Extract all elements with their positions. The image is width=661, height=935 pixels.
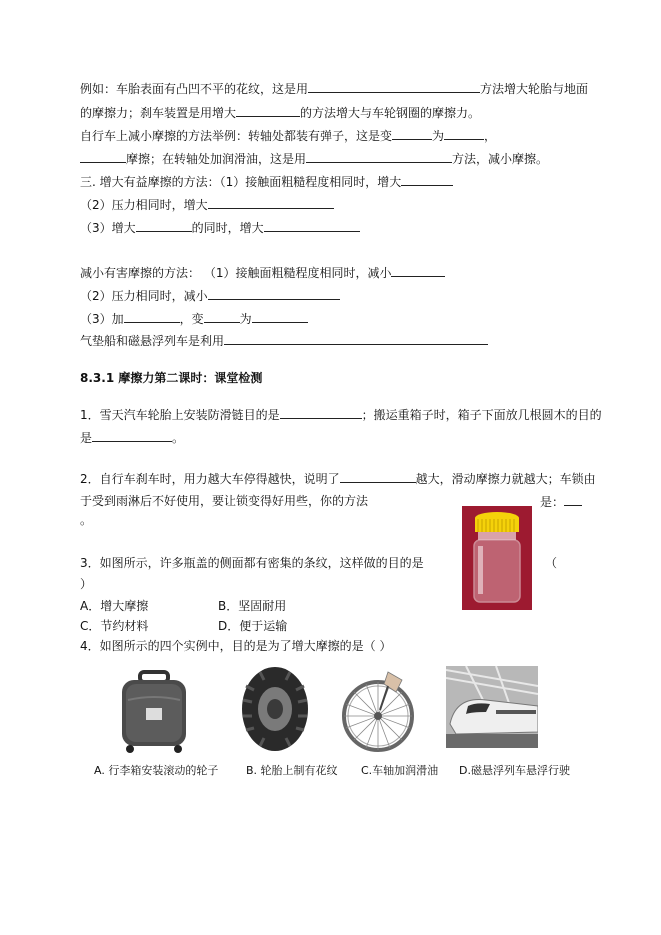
text-seg: （2）压力相同时，减小	[80, 289, 208, 303]
blank[interactable]	[252, 310, 308, 323]
increase-line-2	[80, 196, 334, 213]
text-seg: 1．雪天汽车轮胎上安装防滑链目的是	[80, 408, 280, 422]
reduce-line-3	[80, 310, 308, 327]
q4-caption-b[interactable]: B. 轮胎上制有花纹	[246, 764, 338, 777]
jar-image	[462, 506, 532, 610]
blank[interactable]	[124, 310, 180, 323]
q4-caption-c[interactable]: C.车轴加润滑油	[361, 764, 439, 777]
text-seg: 方法，减小摩擦。	[452, 152, 549, 166]
blank[interactable]	[224, 332, 488, 345]
text-seg: ，变	[179, 312, 204, 326]
text-seg: 减小有害摩擦的方法： （1）接触面粗糙程度相同时，减小	[80, 266, 392, 280]
blank[interactable]	[264, 219, 360, 232]
text-seg: 方法增大轮胎与地面	[480, 82, 589, 96]
q3-option-a[interactable]: A．增大摩擦	[80, 599, 149, 613]
text-seg: 越大，滑动摩擦力就越大；车锁由	[415, 472, 596, 486]
blank[interactable]	[564, 493, 582, 506]
text-seg: （3）增大	[80, 221, 136, 235]
blank[interactable]	[208, 287, 340, 300]
section-title: 8.3.1 摩擦力第二课时：课堂检测	[80, 371, 263, 385]
reduce-line-2	[80, 287, 340, 304]
text-seg: 的方法增大与车轮钢圈的摩擦力。	[300, 106, 481, 120]
text-seg: 。	[172, 431, 185, 445]
text-seg: 自行车上减小摩擦的方法举例：转轴处都装有弹子，这是变	[80, 129, 393, 143]
blank[interactable]	[308, 80, 480, 93]
text-seg: ；搬运重箱子时，箱子下面放几根圆木的目的	[361, 408, 602, 422]
text-seg: 为	[239, 312, 252, 326]
text-seg: 三. 增大有益摩擦的方法：（1）接触面粗糙程度相同时，增大	[80, 175, 402, 189]
blank[interactable]	[392, 127, 432, 140]
q1-line-1	[80, 406, 602, 423]
train-windows	[496, 710, 536, 714]
blank[interactable]	[444, 127, 484, 140]
q4-caption-d[interactable]: D.磁悬浮列车悬浮行驶	[459, 764, 570, 777]
text-seg: （2）压力相同时，增大	[80, 198, 208, 212]
text-seg: 的摩擦力；刹车装置是用增大	[80, 106, 237, 120]
q3-option-b[interactable]: B．坚固耐用	[218, 599, 287, 613]
blank[interactable]	[92, 429, 172, 442]
text-seg: 摩擦；在转轴处加润滑油，这是用	[126, 152, 307, 166]
blank[interactable]	[391, 264, 445, 277]
q3-option-c[interactable]: C．节约材料	[80, 619, 149, 633]
fill-line-3	[80, 127, 496, 144]
train-body	[450, 700, 538, 735]
fill-line-1	[80, 80, 588, 97]
jar-highlight	[478, 546, 483, 594]
increase-line-3	[80, 219, 360, 236]
suitcase-logo	[146, 708, 162, 720]
reduce-line-1	[80, 264, 445, 281]
q3-stem: 3．如图所示，许多瓶盖的侧面都有密集的条纹，这样做的目的是	[80, 556, 424, 570]
q3-paren-open: （	[545, 556, 558, 570]
q2-answer-label	[540, 493, 582, 510]
jar-neck	[478, 532, 516, 540]
tire-hub	[267, 699, 283, 719]
blank[interactable]	[340, 470, 416, 483]
blank[interactable]	[236, 104, 300, 117]
q2-line-1	[80, 470, 596, 487]
q1-line-2	[80, 429, 184, 446]
blank[interactable]	[208, 196, 334, 209]
blank[interactable]	[306, 150, 452, 163]
q4-caption-a[interactable]: A. 行李箱安装滚动的轮子	[94, 764, 219, 777]
text-seg: 例如：车胎表面有凸凹不平的花纹，这是用	[80, 82, 309, 96]
wheel-axle	[374, 712, 382, 720]
text-seg: 是：	[540, 495, 565, 509]
maglev-train-image	[446, 666, 538, 748]
blank[interactable]	[136, 219, 192, 232]
reduce-line-4	[80, 332, 488, 349]
q4-stem: 4．如图所示的四个实例中，目的是为了增大摩擦的是（ ）	[80, 639, 392, 653]
fill-line-2	[80, 104, 480, 121]
blank[interactable]	[80, 150, 126, 163]
increase-line-1	[80, 173, 453, 190]
text-seg: ，	[484, 129, 497, 143]
text-seg: 2．自行车刹车时，用力越大车停得越快，说明了	[80, 472, 340, 486]
text-seg: 的同时，增大	[191, 221, 264, 235]
wheel-icon	[126, 745, 134, 753]
text-seg: 是	[80, 431, 93, 445]
text-seg: 气垫船和磁悬浮列车是利用	[80, 334, 225, 348]
q2-line-3: 。	[80, 513, 93, 527]
bicycle-wheel-image	[336, 670, 422, 754]
blank[interactable]	[204, 310, 240, 323]
q3-option-d[interactable]: D．便于运输	[218, 619, 288, 633]
fill-line-4	[80, 150, 548, 167]
wheel-icon	[174, 745, 182, 753]
text-seg: （3）加	[80, 312, 124, 326]
tire-image	[240, 666, 310, 752]
guideway	[446, 734, 538, 748]
text-seg: 为	[432, 129, 445, 143]
oil-can-icon	[380, 686, 388, 710]
blank[interactable]	[401, 173, 453, 186]
text-seg: 于受到雨淋后不好使用，要让锁变得好用些，你的方法	[80, 494, 369, 508]
q3-paren-close: ）	[80, 577, 93, 591]
blank[interactable]	[280, 406, 362, 419]
suitcase-image	[118, 670, 190, 754]
